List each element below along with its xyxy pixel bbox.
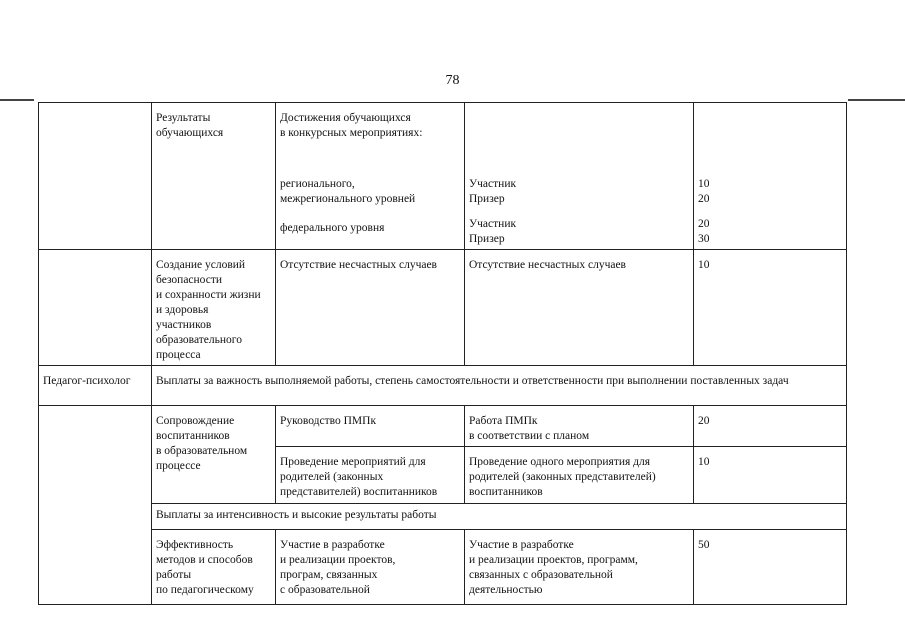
- indicator-cell: Отсутствие несчастных случаев: [276, 250, 465, 366]
- position-cell-empty: [39, 103, 152, 250]
- measure-cell: Отсутствие несчастных случаев: [465, 250, 694, 366]
- position-cell-empty: [39, 250, 152, 366]
- criterion-cell: Создание условий безопасности и сохранности жизни и здоровья участников образовательного процесса: [152, 250, 276, 366]
- measure-cell: Работа ПМПк в соответствии с планом: [465, 406, 694, 447]
- position-cell: Педагог-психолог: [39, 366, 152, 406]
- section-title: Выплаты за интенсивность и высокие результаты работы: [152, 504, 847, 530]
- indicator-cell: Руководство ПМПк: [276, 406, 465, 447]
- scan-artifact-right: [848, 99, 905, 101]
- measure-cell: Участник Призер Участник Призер: [465, 103, 694, 250]
- criterion-cell: Эффективность методов и способов работы по педагогическому: [152, 530, 276, 605]
- measure-cell: Участие в разработке и реализации проектов, программ, связанных с образовательной деятельностью: [465, 530, 694, 605]
- indicator-cell: Достижения обучающихся в конкурсных мероприятиях: регионального, межрегионального уровней федерального уровня: [276, 103, 465, 250]
- position-cell-empty: [39, 406, 152, 605]
- table-row-safety: [39, 250, 847, 366]
- points-cell: 50: [694, 530, 847, 605]
- table-row-results: [39, 103, 847, 250]
- scan-artifact-left: [0, 99, 34, 101]
- page-number: 78: [445, 73, 460, 88]
- indicator-cell: Участие в разработке и реализации проектов, програм, связанных с образовательной: [276, 530, 465, 605]
- criterion-cell: Результаты обучающихся: [152, 103, 276, 250]
- points-cell: 10: [694, 447, 847, 504]
- section-title: Выплаты за важность выполняемой работы, степень самостоятельности и ответственности при выполнении поставленных задач: [152, 366, 847, 406]
- indicator-cell: Проведение мероприятий для родителей (законных представителей) воспитанников: [276, 447, 465, 504]
- table-row-effectiveness: [39, 530, 847, 605]
- criterion-cell: Сопровождение воспитанников в образовательном процессе: [152, 406, 276, 504]
- table-row-psychologist-header: [39, 366, 847, 406]
- points-cell: 10: [694, 250, 847, 366]
- table-row-support-1: [39, 406, 847, 447]
- payments-table: [38, 102, 847, 605]
- points-cell: 20: [694, 406, 847, 447]
- points-cell: 10 20 20 30: [694, 103, 847, 250]
- table-row-intensity-header: [39, 504, 847, 530]
- measure-cell: Проведение одного мероприятия для родителей (законных представителей) воспитанников: [465, 447, 694, 504]
